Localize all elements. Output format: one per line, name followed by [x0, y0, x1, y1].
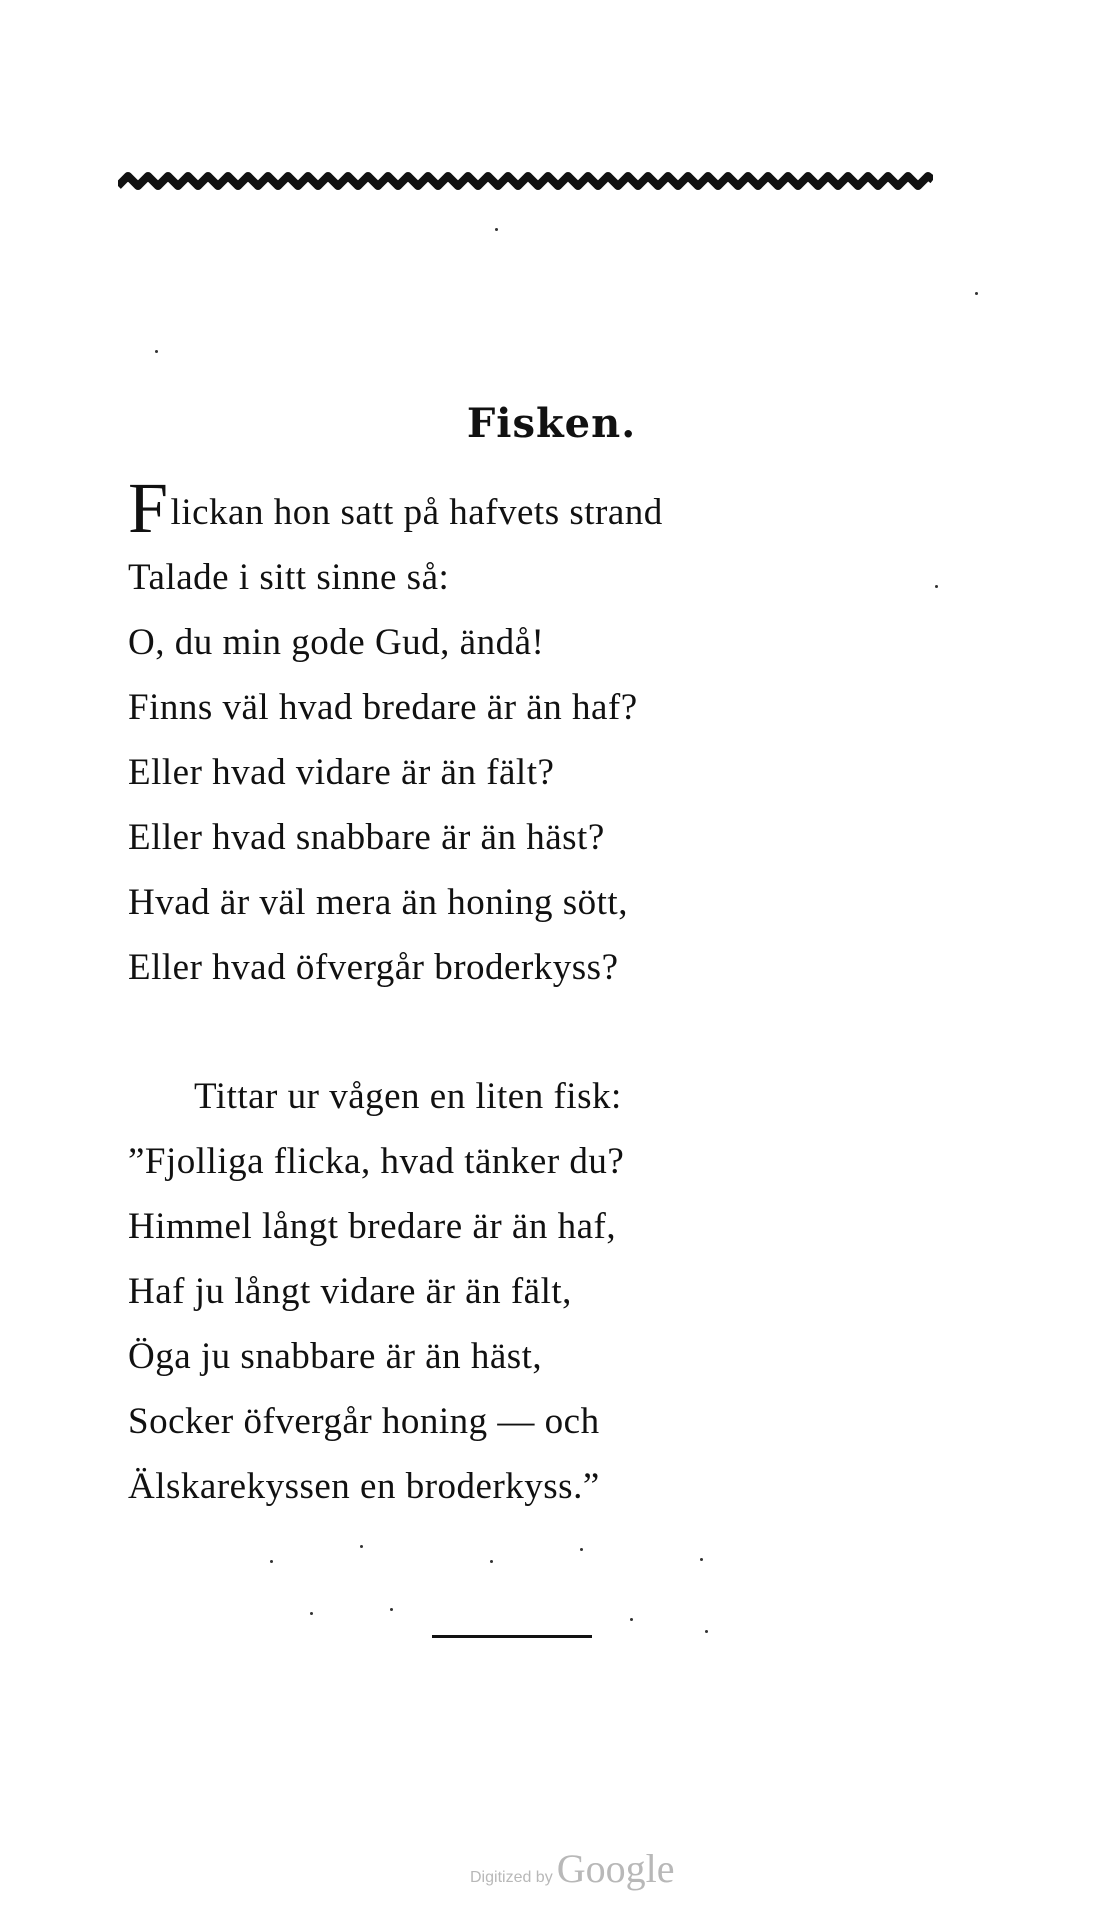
poem-line: Finns väl hvad bredare är än haf? — [128, 687, 638, 728]
poem-line: Socker öfvergår honing — och — [128, 1401, 600, 1442]
poem-line: Hvad är väl mera än honing sött, — [128, 882, 628, 923]
print-speck — [705, 1630, 708, 1633]
print-speck — [935, 585, 938, 588]
poem-line: Talade i sitt sinne så: — [128, 557, 450, 598]
google-logo: Google — [556, 1846, 675, 1891]
poem-line — [128, 468, 663, 548]
print-speck — [390, 1608, 393, 1611]
poem-line: Himmel långt bredare är än haf, — [128, 1206, 617, 1247]
poem-line: Haf ju långt vidare är än fält, — [128, 1271, 572, 1312]
poem-line: Öga ju snabbare är än häst, — [128, 1336, 543, 1377]
print-speck — [270, 1560, 273, 1563]
poem-line: Älskarekyssen en broderkyss.” — [128, 1466, 600, 1507]
print-speck — [155, 350, 158, 353]
print-speck — [975, 292, 978, 295]
print-speck — [630, 1618, 633, 1621]
poem-line-text: lickan hon satt på hafvets strand — [170, 492, 663, 533]
poem-line: Eller hvad öfvergår broderkyss? — [128, 947, 619, 988]
poem-line: Eller hvad snabbare är än häst? — [128, 817, 605, 858]
poem-line: Tittar ur vågen en liten fisk: — [194, 1076, 622, 1117]
print-speck — [495, 228, 498, 231]
print-speck — [310, 1612, 313, 1615]
drop-cap: F — [128, 468, 169, 548]
digitized-watermark — [470, 1845, 674, 1895]
poem-line: Eller hvad vidare är än fält? — [128, 752, 555, 793]
poem-line: ”Fjolliga flicka, hvad tänker du? — [128, 1141, 625, 1182]
print-speck — [580, 1548, 583, 1551]
print-speck — [360, 1545, 363, 1548]
poem-body — [128, 468, 663, 1519]
digitized-by-text: Digitized by — [470, 1869, 553, 1886]
stanza-gap — [128, 1000, 663, 1064]
header-ornament — [118, 168, 933, 196]
end-rule — [432, 1635, 592, 1638]
print-speck — [700, 1558, 703, 1561]
poem-title: Fisken. — [466, 400, 637, 447]
print-speck — [490, 1560, 493, 1563]
poem-line: O, du min gode Gud, ändå! — [128, 622, 545, 663]
